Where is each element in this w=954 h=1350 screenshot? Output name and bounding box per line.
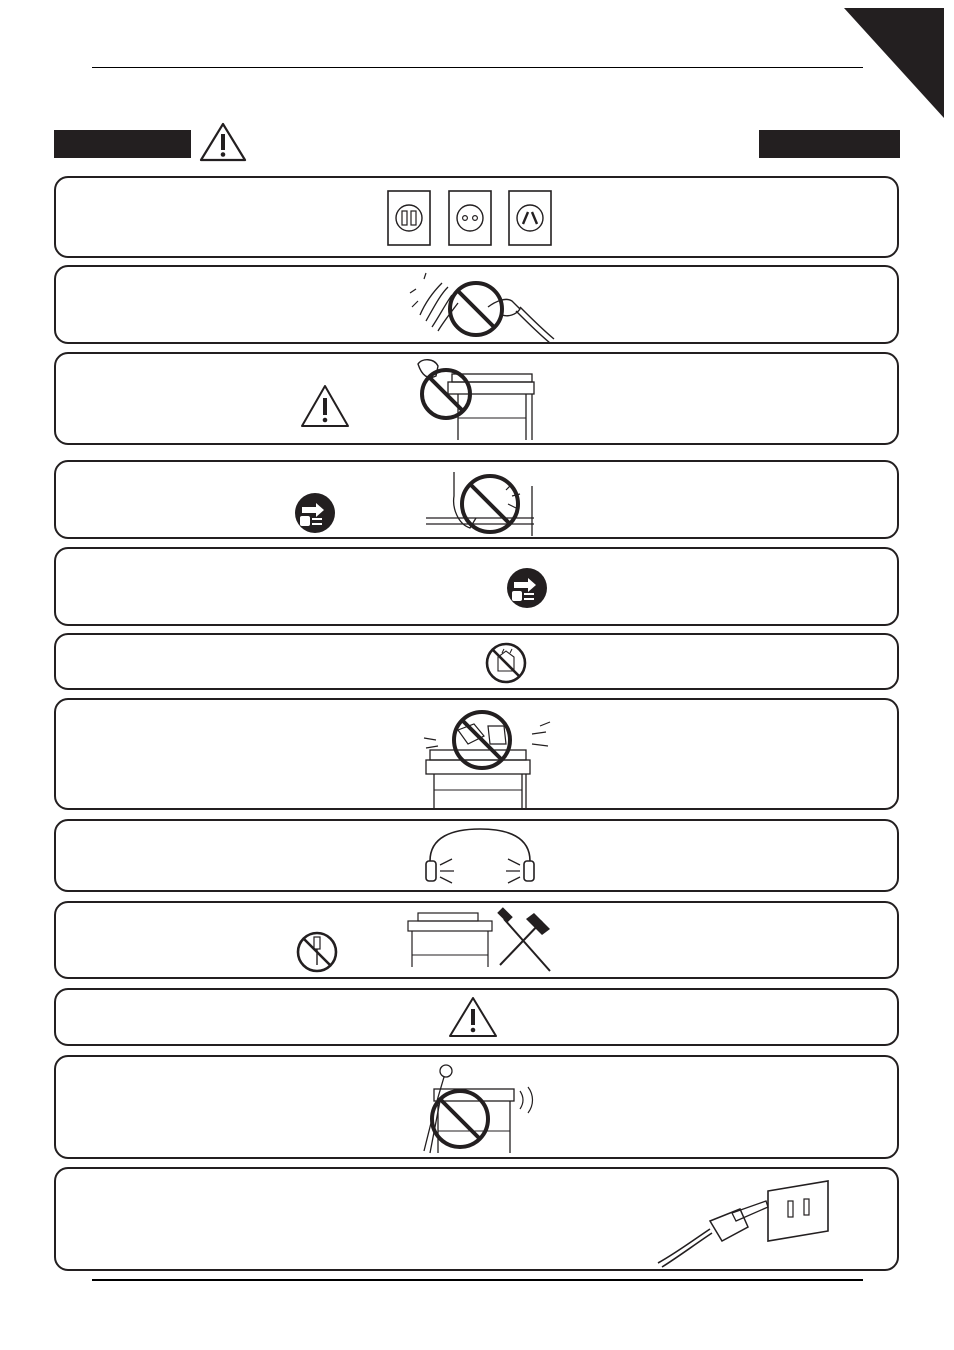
outlet-angled-pins-icon	[509, 191, 551, 245]
plug-into-outlet-icon	[652, 1171, 852, 1269]
warning-heading-tab	[54, 130, 191, 158]
no-touch-prohibited-icon	[484, 641, 528, 685]
unplug-icon	[294, 492, 336, 534]
warning-triangle-icon	[448, 996, 498, 1038]
panel-no-disassembly	[54, 633, 899, 690]
panel-caution	[54, 988, 899, 1046]
warning-triangle-icon	[300, 384, 350, 428]
panel-wet-hands	[54, 265, 899, 344]
wet-hand-plug-prohibited-icon	[404, 271, 554, 345]
objects-on-piano-prohibited-icon	[422, 704, 562, 808]
outlet-flat-pins-icon	[388, 191, 430, 245]
panel-no-modification	[54, 901, 899, 979]
panel-outlet-types	[54, 176, 899, 258]
person-leaning-piano-prohibited-icon	[414, 1061, 544, 1159]
right-heading-tab	[759, 130, 900, 158]
vase-on-piano-prohibited-icon	[408, 356, 538, 444]
panel-power-cord	[54, 1167, 899, 1271]
panel-liquid-spill	[54, 352, 899, 445]
panel-unplug	[54, 547, 899, 626]
unplug-icon	[506, 567, 548, 609]
headphones-icon	[422, 827, 538, 887]
panel-pinch-fingers	[54, 460, 899, 539]
screwdriver-prohibited-icon	[296, 931, 338, 973]
corner-tab-triangle	[834, 0, 954, 120]
piano-icon	[406, 911, 496, 975]
panel-no-heavy-objects	[54, 698, 899, 810]
outlet-round-pins-icon	[449, 191, 491, 245]
warning-triangle-icon	[199, 122, 247, 162]
panel-no-leaning	[54, 1055, 899, 1159]
fallboard-pinch-prohibited-icon	[424, 466, 540, 540]
panel-headphones-volume	[54, 819, 899, 892]
tools-icon	[494, 905, 560, 977]
top-rule	[92, 67, 863, 68]
outlet-types-icons	[387, 189, 555, 249]
bottom-rule	[92, 1279, 863, 1281]
